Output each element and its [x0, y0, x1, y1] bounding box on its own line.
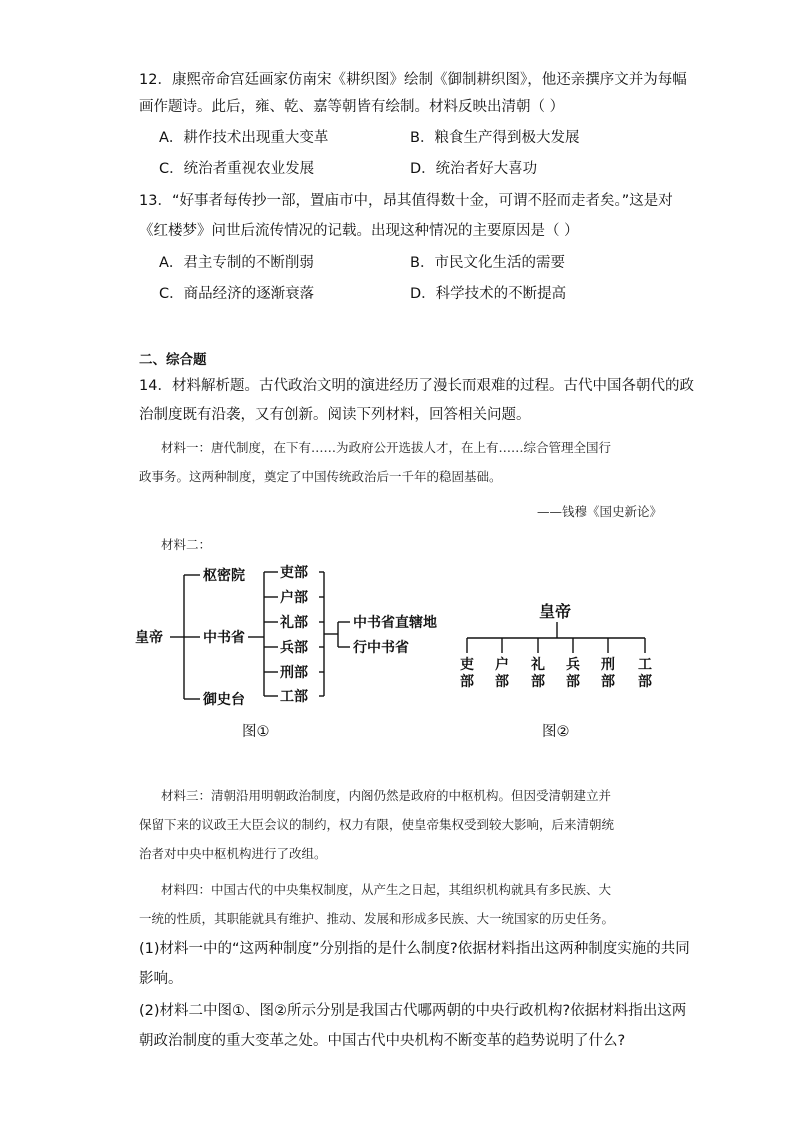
- fig1-local-province: 行中书省: [353, 640, 409, 656]
- q13-option-d[interactable]: D．科学技术的不断提高: [410, 286, 567, 302]
- material-4-line-1: 材料四：中国古代的中央集权制度，从产生之日起，其组织机构就具有多民族、大: [161, 882, 612, 897]
- q12-line-1: 12．康熙帝命宫廷画家仿南宋《耕织图》绘制《御制耕织图》，他还亲撰序文并为每幅: [139, 72, 687, 88]
- sub-question-2-line-2: 朝政治制度的重大变革之处。中国古代中央机构不断变革的趋势说明了什么?: [139, 1033, 626, 1049]
- fig2-emperor: 皇帝: [539, 602, 572, 621]
- fig1-ministry-li2: 礼部: [280, 615, 308, 631]
- figure-2-org-chart: [455, 598, 665, 693]
- q12-option-b[interactable]: B．粮食生产得到极大发展: [410, 130, 580, 146]
- fig1-ministry-bing: 兵部: [280, 640, 308, 656]
- fig2-ministry-6-a: 工: [638, 657, 652, 673]
- fig1-ministry-hu: 户部: [280, 590, 308, 606]
- fig1-zhongshu: 中书省: [203, 630, 245, 646]
- fig2-ministry-2-b: 部: [495, 674, 509, 690]
- q12-line-2: 画作题诗。此后，雍、乾、嘉等朝皆有绘制。材料反映出清朝（ ）: [139, 99, 565, 115]
- q12-option-d[interactable]: D．统治者好大喜功: [410, 161, 538, 177]
- fig2-ministry-3-b: 部: [531, 674, 545, 690]
- material-1-line-2: 政事务。这两种制度，奠定了中国传统政治后一千年的稳固基础。: [139, 469, 502, 484]
- q14-line-1: 14．材料解析题。古代政治文明的演进经历了漫长而艰难的过程。古代中国各朝代的政: [139, 378, 694, 394]
- q12-option-c[interactable]: C．统治者重视农业发展: [159, 161, 315, 177]
- sub-question-1-line-2: 影响。: [139, 971, 183, 987]
- sub-question-1-line-1: (1)材料一中的“这两种制度”分别指的是什么制度?依据材料指出这两种制度实施的共同: [139, 941, 690, 957]
- fig1-shumiyuan: 枢密院: [203, 568, 245, 584]
- q14-line-2: 治制度既有沿袭，又有创新。阅读下列材料，回答相关问题。: [139, 407, 531, 423]
- q13-line-1: 13．“好事者每传抄一部，置庙市中，昂其值得数十金，可谓不胫而走者矣。”这是对: [139, 193, 673, 209]
- fig2-ministry-4-a: 兵: [566, 657, 580, 673]
- material-1-source: ——钱穆《国史新论》: [536, 504, 662, 519]
- fig1-emperor: 皇帝: [135, 630, 163, 646]
- material-1-line-1: 材料一：唐代制度，在下有……为政府公开选拔人才，在上有……综合管理全国行: [161, 440, 612, 455]
- fig2-ministry-5-b: 部: [601, 674, 615, 690]
- fig1-ministry-gong: 工部: [280, 689, 308, 705]
- fig2-ministry-1-a: 吏: [460, 657, 474, 673]
- figure-1-caption: 图①: [242, 724, 270, 740]
- material-3-line-3: 治者对中央中枢机构进行了改组。: [139, 846, 327, 861]
- figure-2-caption: 图②: [542, 724, 570, 740]
- fig1-local-direct: 中书省直辖地: [353, 615, 437, 631]
- q13-option-b[interactable]: B．市民文化生活的需要: [410, 255, 565, 271]
- fig2-ministry-2-a: 户: [495, 657, 509, 673]
- section-title: 二、综合题: [139, 352, 207, 368]
- fig2-ministry-5-a: 刑: [601, 657, 615, 673]
- fig1-ministry-xing: 刑部: [280, 665, 308, 681]
- material-4-line-2: 一统的性质，其职能就具有维护、推动、发展和形成多民族、大一统国家的历史任务。: [139, 911, 615, 926]
- fig2-ministry-3-a: 礼: [531, 657, 545, 673]
- q13-option-c[interactable]: C．商品经济的逐渐衰落: [159, 286, 315, 302]
- material-3-line-1: 材料三：清朝沿用明朝政治制度，内阁仍然是政府的中枢机构。但因受清朝建立并: [161, 788, 612, 803]
- q12-option-a[interactable]: A．耕作技术出现重大变革: [159, 130, 329, 146]
- fig1-yushitai: 御史台: [203, 692, 245, 708]
- fig1-ministry-li: 吏部: [280, 565, 308, 581]
- material-3-line-2: 保留下来的议政王大臣会议的制约，权力有限，使皇帝集权受到较大影响，后来清朝统: [139, 817, 615, 832]
- fig2-ministry-1-b: 部: [460, 674, 474, 690]
- sub-question-2-line-1: (2)材料二中图①、图②所示分别是我国古代哪两朝的中央行政机构?依据材料指出这两: [139, 1003, 687, 1019]
- fig2-ministry-6-b: 部: [638, 674, 652, 690]
- fig2-ministry-4-b: 部: [566, 674, 580, 690]
- q13-option-a[interactable]: A．君主专制的不断削弱: [159, 255, 314, 271]
- material-2-label: 材料二：: [161, 537, 212, 552]
- figure-1-org-chart: [130, 560, 450, 715]
- q13-line-2: 《红楼梦》问世后流传情况的记载。出现这种情况的主要原因是（ ）: [139, 223, 579, 239]
